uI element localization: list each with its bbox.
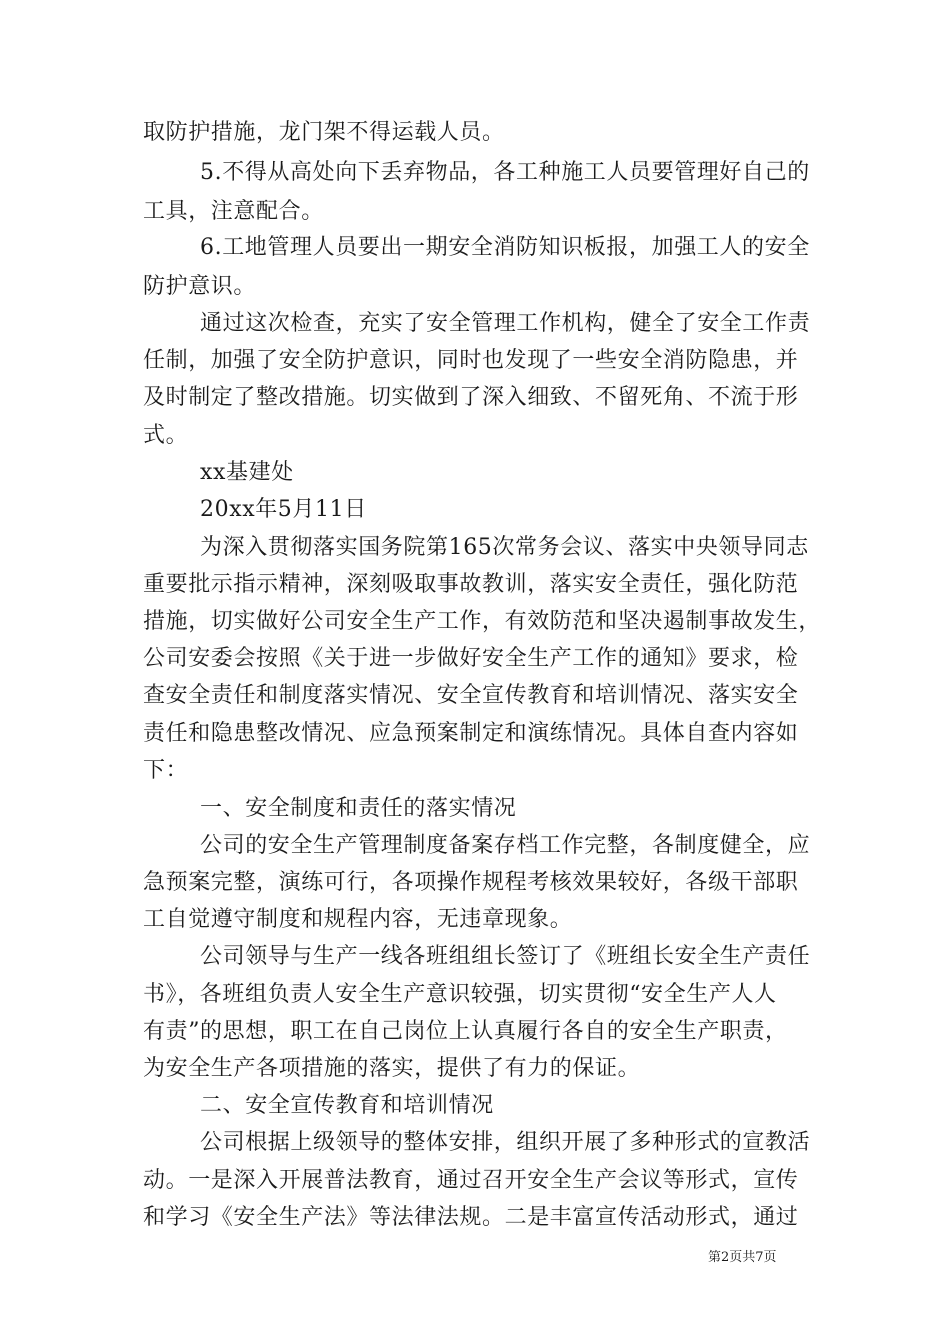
text-line: 有责”的思想，职工在自己岗位上认真履行各自的安全生产职责， (143, 1019, 788, 1044)
text-line: 查安全责任和制度落实情况、安全宣传教育和培训情况、落实安全 (143, 683, 799, 708)
text-line: 动。一是深入开展普法教育，通过召开安全生产会议等形式，宣传 (143, 1168, 799, 1193)
text-line: 急预案完整，演练可行，各项操作规程考核效果较好，各级干部职 (143, 870, 799, 895)
text-line: 取防护措施，龙门架不得运载人员。 (143, 120, 505, 145)
text-line: 公司根据上级领导的整体安排，组织开展了多种形式的宣教活 (200, 1130, 811, 1155)
section-heading: 一、安全制度和责任的落实情况 (200, 796, 517, 821)
text-line: 20xx年5月11日 (200, 497, 367, 522)
text-line: 公司领导与生产一线各班组组长签订了《班组长安全生产责任 (200, 944, 811, 969)
text-line: 式。 (143, 423, 189, 448)
page-number: 第2页共7页 (708, 1250, 777, 1265)
text-line: 责任和隐患整改情况、应急预案制定和演练情况。具体自查内容如 (143, 721, 799, 746)
text-line: 为安全生产各项措施的落实，提供了有力的保证。 (143, 1056, 641, 1081)
text-line: 下： (143, 758, 189, 783)
text-line: 防护意识。 (143, 274, 257, 299)
text-line: 通过这次检查，充实了安全管理工作机构，健全了安全工作责 (200, 311, 811, 336)
text-line: 措施，切实做好公司安全生产工作，有效防范和坚决遏制事故发生， (143, 609, 822, 634)
text-line: 和学习《安全生产法》等法律法规。二是丰富宣传活动形式，通过 (143, 1205, 799, 1230)
section-heading: 二、安全宣传教育和培训情况 (200, 1093, 494, 1118)
text-line: 书》，各班组负责人安全生产意识较强，切实贯彻“安全生产人人 (143, 982, 777, 1007)
text-line: 公司安委会按照《关于进一步做好安全生产工作的通知》要求，检 (143, 646, 799, 671)
text-line: 重要批示指示精神，深刻吸取事故教训，落实安全责任，强化防范 (143, 572, 799, 597)
text-line: 任制，加强了安全防护意识，同时也发现了一些安全消防隐患，并 (143, 348, 799, 373)
text-line: 公司的安全生产管理制度备案存档工作完整，各制度健全，应 (200, 833, 811, 858)
text-line: 5.不得从高处向下丢弃物品，各工种施工人员要管理好自己的 (200, 160, 810, 185)
text-line: xx基建处 (200, 460, 294, 485)
text-line: 工具，注意配合。 (143, 199, 324, 224)
text-line: 6.工地管理人员要出一期安全消防知识板报，加强工人的安全 (200, 235, 810, 260)
text-line: 为深入贯彻落实国务院第165次常务会议、落实中央领导同志 (200, 535, 809, 560)
text-line: 工自觉遵守制度和规程内容，无违章现象。 (143, 907, 573, 932)
text-line: 及时制定了整改措施。切实做到了深入细致、不留死角、不流于形 (143, 385, 799, 410)
